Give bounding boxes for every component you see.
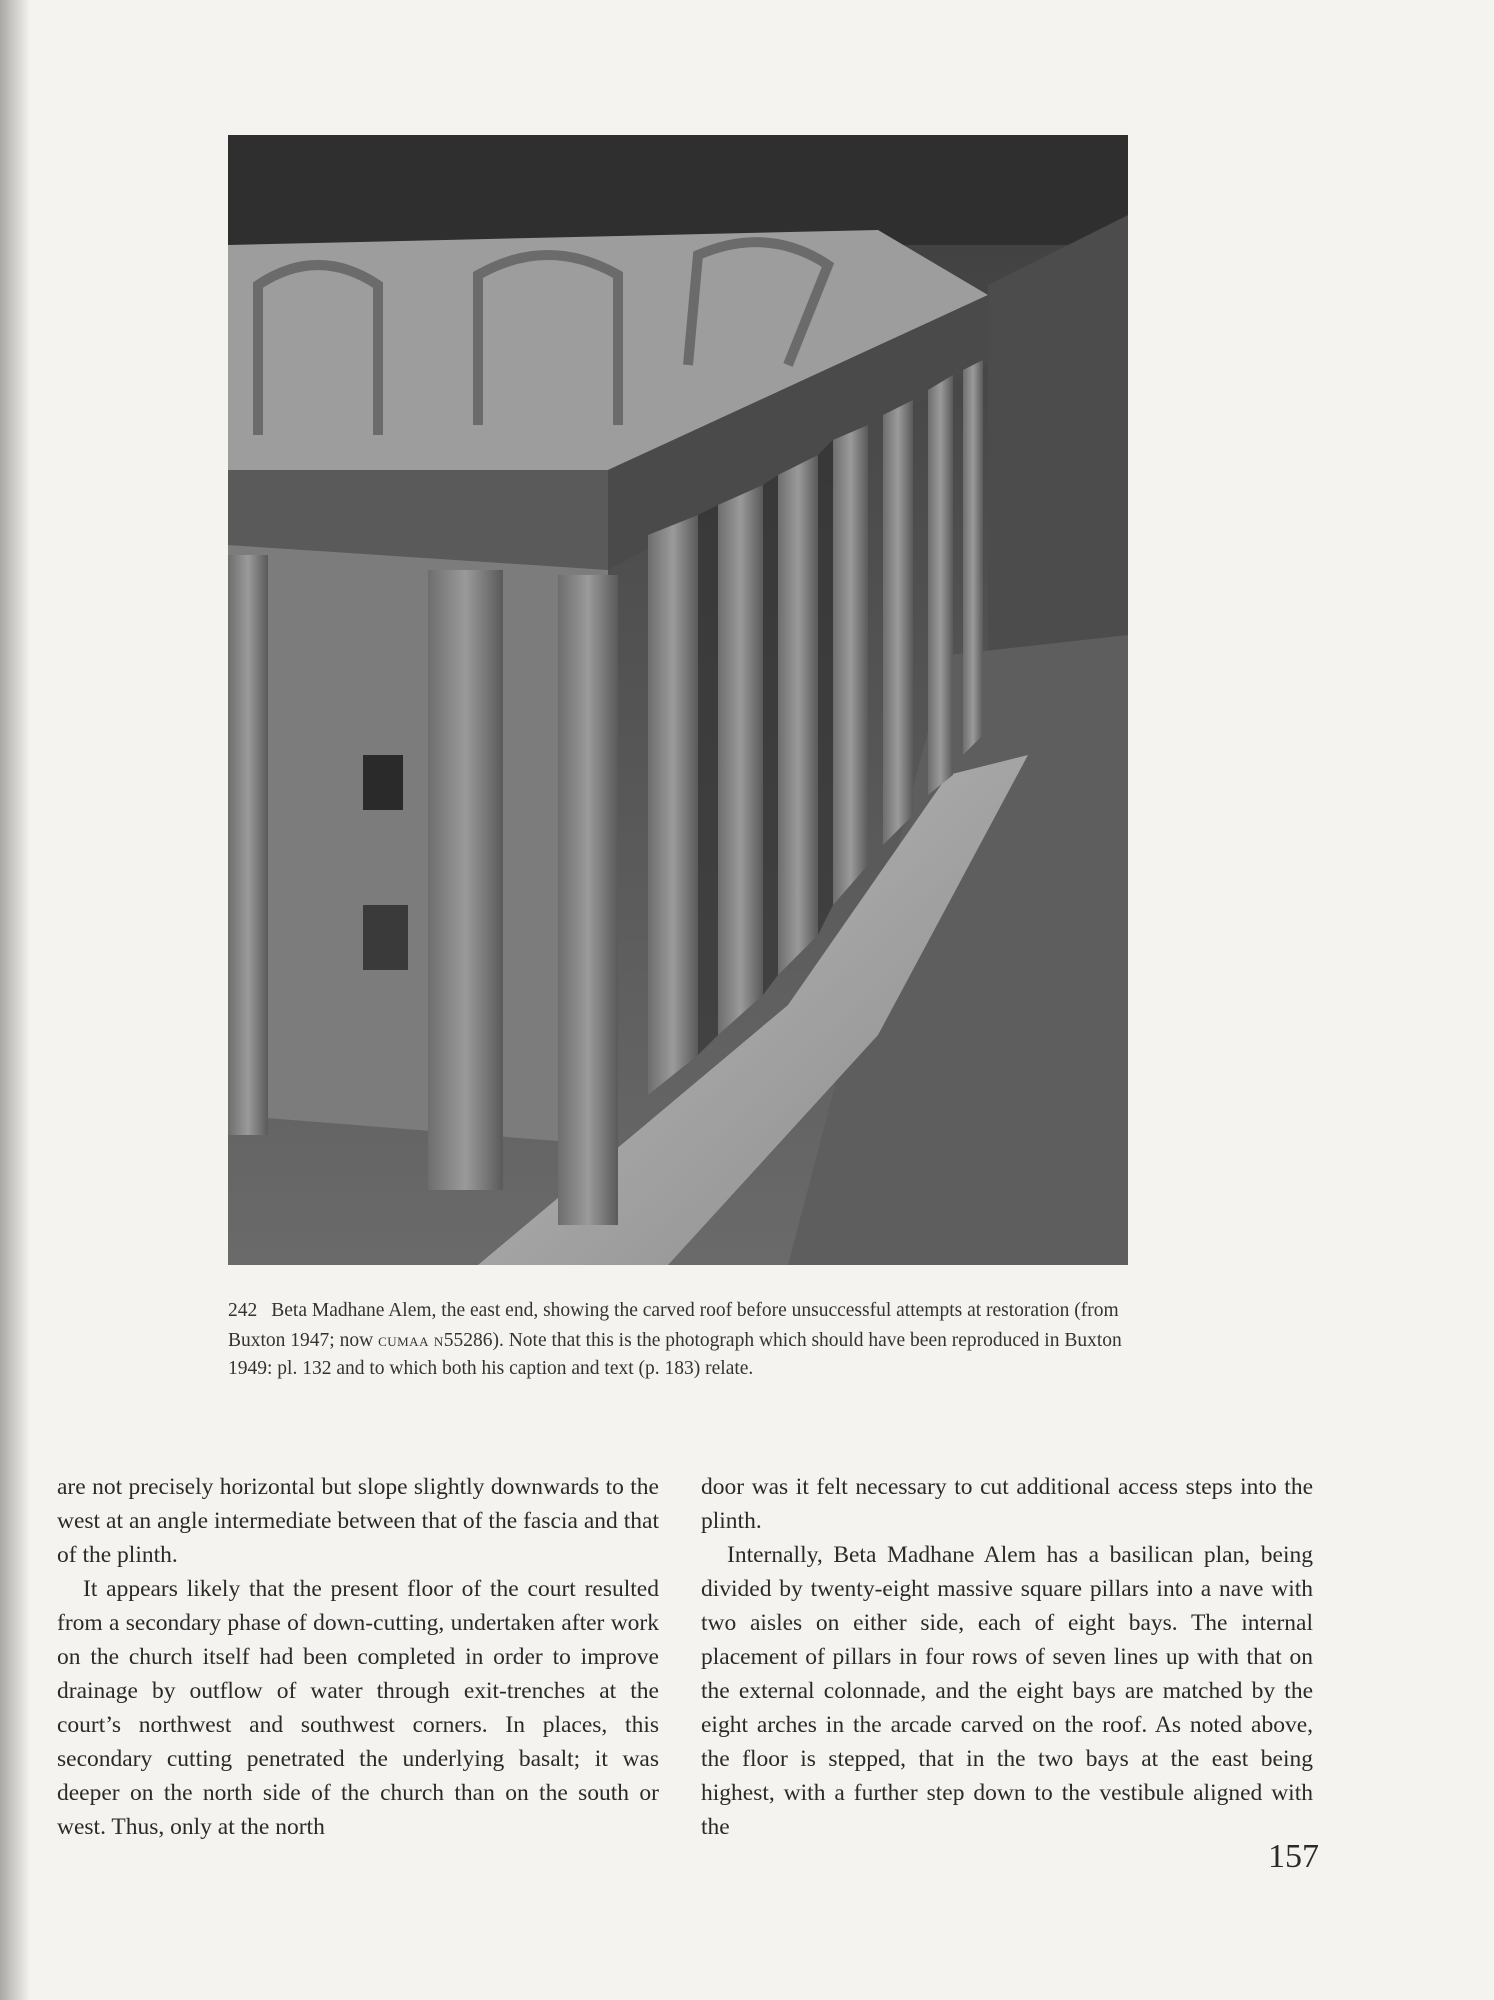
caption-smallcaps-collection: cumaa: [378, 1329, 429, 1350]
figure-photograph: [228, 135, 1128, 1265]
figure-number: 242: [228, 1300, 258, 1321]
left-column: [57, 1470, 659, 1844]
figure-caption: [228, 1297, 1128, 1384]
paragraph: door was it felt necessary to cut additional access steps into the plinth.: [701, 1474, 1313, 1534]
paragraph: are not precisely horizontal but slope slightly downwards to the west at an angle intermediate between that of the fascia and that of the plinth.: [57, 1474, 659, 1568]
caption-text-1: Beta Madhane Alem, the east end, showing the carved roof before unsuccessful attempts at restoration (from Buxton 1947; now: [228, 1300, 1119, 1351]
caption-text-2: 55286). Note that this is the photograph which should have been reproduced in Buxton 1949: pl. 132 and to which both his caption and text (p. 183) relate.: [228, 1329, 1122, 1379]
binding-shadow: [0, 0, 30, 2000]
paragraph: It appears likely that the present floor of the court resulted from a secondary phase of down-cutting, undertaken after work on the church itself had been completed in order to improve drainage by outflow of water through exit-trenches at the court’s northwest and southwest corners. In places, this secondary cutting penetrated the underlying basalt; it was deeper on the north side of the church than on the south or west. Thus, only at the north: [57, 1576, 659, 1840]
paragraph: Internally, Beta Madhane Alem has a basilican plan, being divided by twenty-eight massive square pillars into a nave with two aisles on either side, each of eight bays. The internal placement of pillars in four rows of seven lines up with that on the external colonnade, and the eight bays are matched by the eight arches in the arcade carved on the roof. As noted above, the floor is stepped, that in the two bays at the east being highest, with a further step down to the vestibule aligned with the: [701, 1542, 1313, 1840]
page-number: 157: [1268, 1838, 1319, 1875]
caption-smallcaps-prefix: n: [433, 1329, 444, 1350]
right-column: [701, 1470, 1313, 1844]
